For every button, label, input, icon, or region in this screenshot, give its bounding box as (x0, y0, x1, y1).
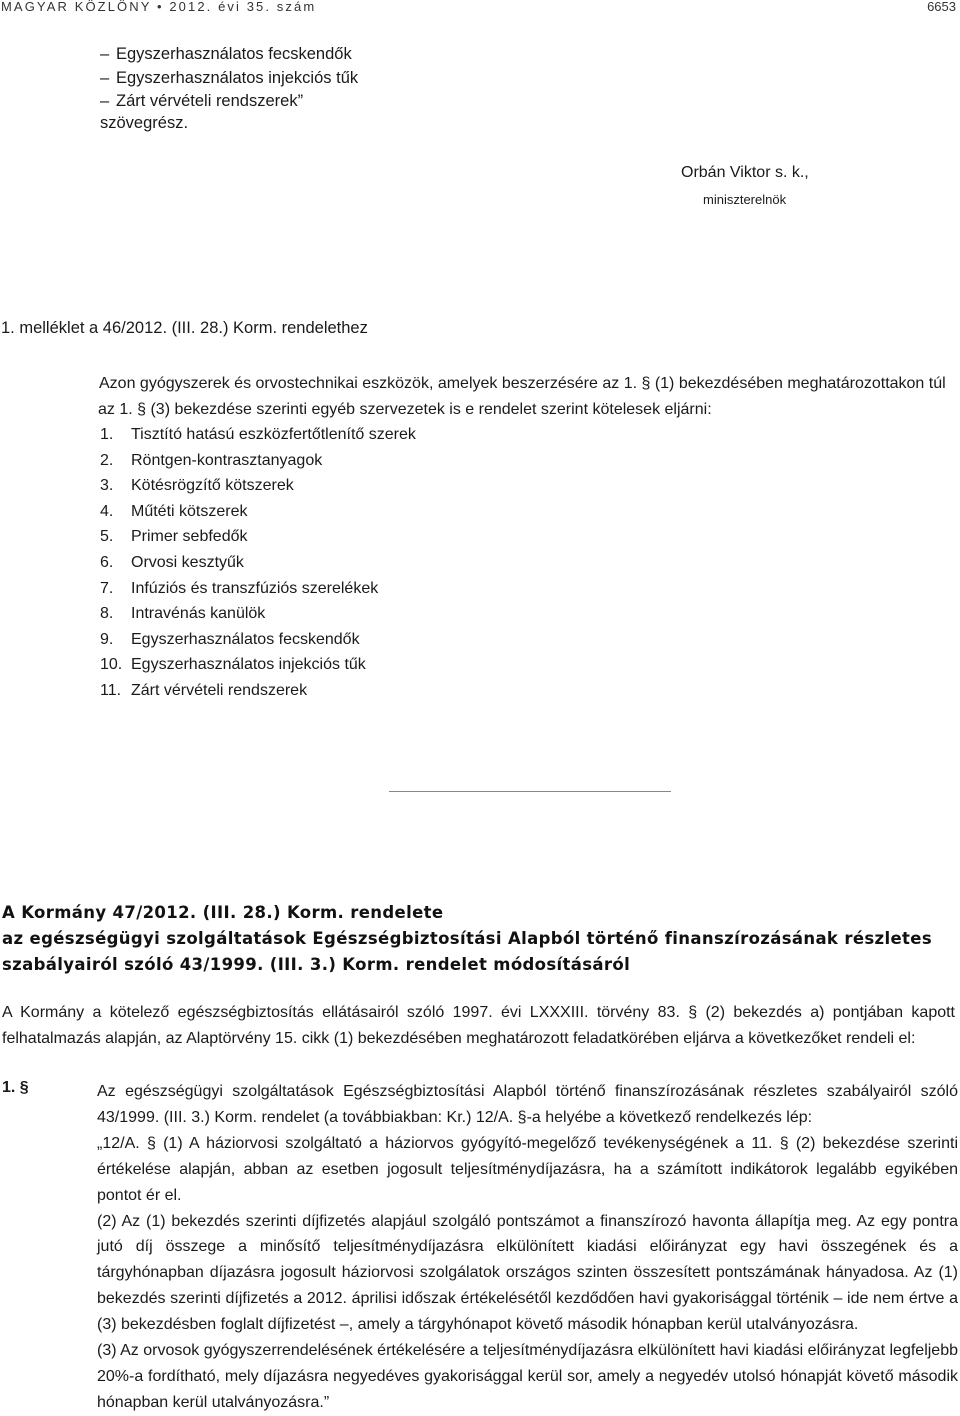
dash-list (100, 43, 358, 114)
section-divider (389, 791, 671, 792)
section-body (97, 1079, 958, 1416)
decree-title (2, 900, 952, 978)
paragraph-1: „12/A. § (1) A háziorvosi szolgáltató a háziorvos gyógyító-megelőző tevékenységének a 11. § (2) bekezdése szerinti értékelése alapján, abban az esetben jogosult teljesítménydíjazásra, ha a számított indikátorok legalább egyikében pontot ér el. (97, 1134, 958, 1204)
annex-intro (99, 371, 960, 423)
list-item: 1. Tisztító hatású eszközfertőtlenítő szerek (100, 426, 416, 443)
page-number: 6653 (927, 0, 956, 14)
section-intro: Az egészségügyi szolgáltatások Egészségbiztosítási Alapból történő finanszírozásának részletes szabályairól szóló 43/1999. (III. 3.) Korm. rendelet (a továbbiakban: Kr.) 12/A. §-a helyébe a következő rendelkezés lép: (97, 1083, 958, 1126)
list-item: 11. Zárt vérvételi rendszerek (100, 681, 308, 699)
signature-name: Orbán Viktor s. k., (681, 164, 809, 181)
decree-title-line-2: az egészségügyi szolgáltatások Egészségbiztosítási Alapból történő finanszírozásának részletes (2, 929, 932, 948)
list-item: – Zárt vérvételi rendszerek” (100, 90, 358, 114)
list-item: 10. Egyszerhasználatos injekciós tűk (100, 656, 366, 674)
list-item: 6. Orvosi kesztyűk (100, 553, 244, 571)
list-item: – Egyszerhasználatos fecskendők (100, 43, 358, 67)
dash-marker: – (100, 68, 110, 87)
list-item: 3. Kötésrögzítő kötszerek (100, 477, 294, 495)
section-number: 1. § (2, 1079, 29, 1096)
dash-marker: – (100, 45, 110, 63)
journal-title: MAGYAR KÖZLÖNY • 2012. évi 35. szám (1, 0, 317, 14)
list-item: 9. Egyszerhasználatos fecskendők (100, 630, 360, 648)
dash-marker: – (100, 92, 110, 110)
annex-intro-line-2: az 1. § (3) bekezdése szerinti egyéb szervezetek is e rendelet szerint kötelesek eljárni: (98, 401, 712, 418)
list-item: 5. Primer sebfedők (100, 528, 248, 546)
list-item: 7. Infúziós és transzfúziós szerelékek (100, 579, 379, 597)
list-item: 8. Intravénás kanülök (100, 605, 266, 623)
paragraph-2: (2) Az (1) bekezdés szerinti díjfizetés alapjául szolgáló pontszámot a finanszírozó havonta állapítja meg. Az egy pontra jutó díj összege a minősítő teljesítménydíjazásra elkülönített kiadási előirányzat egy havi összegének és a tárgyhónapban díjazásra jogosult háziorvosi szolgálatok országos szinten összesített pontszámának hányadosa. Az (1) bekezdés szerinti díjfizetés a 2012. áprilisi időszak értékelésétől kezdődően havi gyakorisággal történik – ide nem értve a (3) bekezdésben foglalt díjfizetést –, amely a tárgyhónapot követő második hónapban kerül utalványozásra. (97, 1212, 958, 1334)
paragraph-3: (3) Az orvosok gyógyszerrendelésének értékelésére a teljesítménydíjazásra elkülönített havi kiadási előirányzat legfeljebb 20%-a fordítható, mely díjazásra negyedéves gyakorisággal kerül sor, amely a negyedév utolsó hónapját követő második hónapban kerül utalványozásra.” (97, 1342, 958, 1411)
list-item: 4. Műtéti kötszerek (100, 502, 248, 520)
list-item: 2. Röntgen-kontrasztanyagok (100, 451, 323, 469)
annex-title: 1. melléklet a 46/2012. (III. 28.) Korm. rendelethez (1, 319, 368, 337)
annex-intro-line-1: Azon gyógyszerek és orvostechnikai eszközök, amelyek beszerzésére az 1. § (1) bekezdésében meghatározottakon túl (99, 375, 946, 392)
list-item: – Egyszerhasználatos injekciós tűk (100, 67, 358, 91)
decree-title-line-3: szabályairól szóló 43/1999. (III. 3.) Korm. rendelet módosításáról (2, 955, 631, 974)
decree-preamble: A Kormány a kötelező egészségbiztosítás ellátásairól szóló 1997. évi LXXXIII. törvény 83. § (2) bekezdés a) pontjában kapott felhatalmazás alapján, az Alaptörvény 15. cikk (1) bekezdésében meghatározott feladatkörében eljárva a következőket rendeli el: (2, 1004, 955, 1047)
signature-role: miniszterelnök (703, 192, 787, 207)
page-header (0, 0, 960, 14)
decree-title-line-1: A Kormány 47/2012. (III. 28.) Korm. rendelete (2, 903, 444, 922)
szovegresz-text: szövegrész. (100, 114, 189, 132)
annex-item-list (100, 422, 416, 704)
